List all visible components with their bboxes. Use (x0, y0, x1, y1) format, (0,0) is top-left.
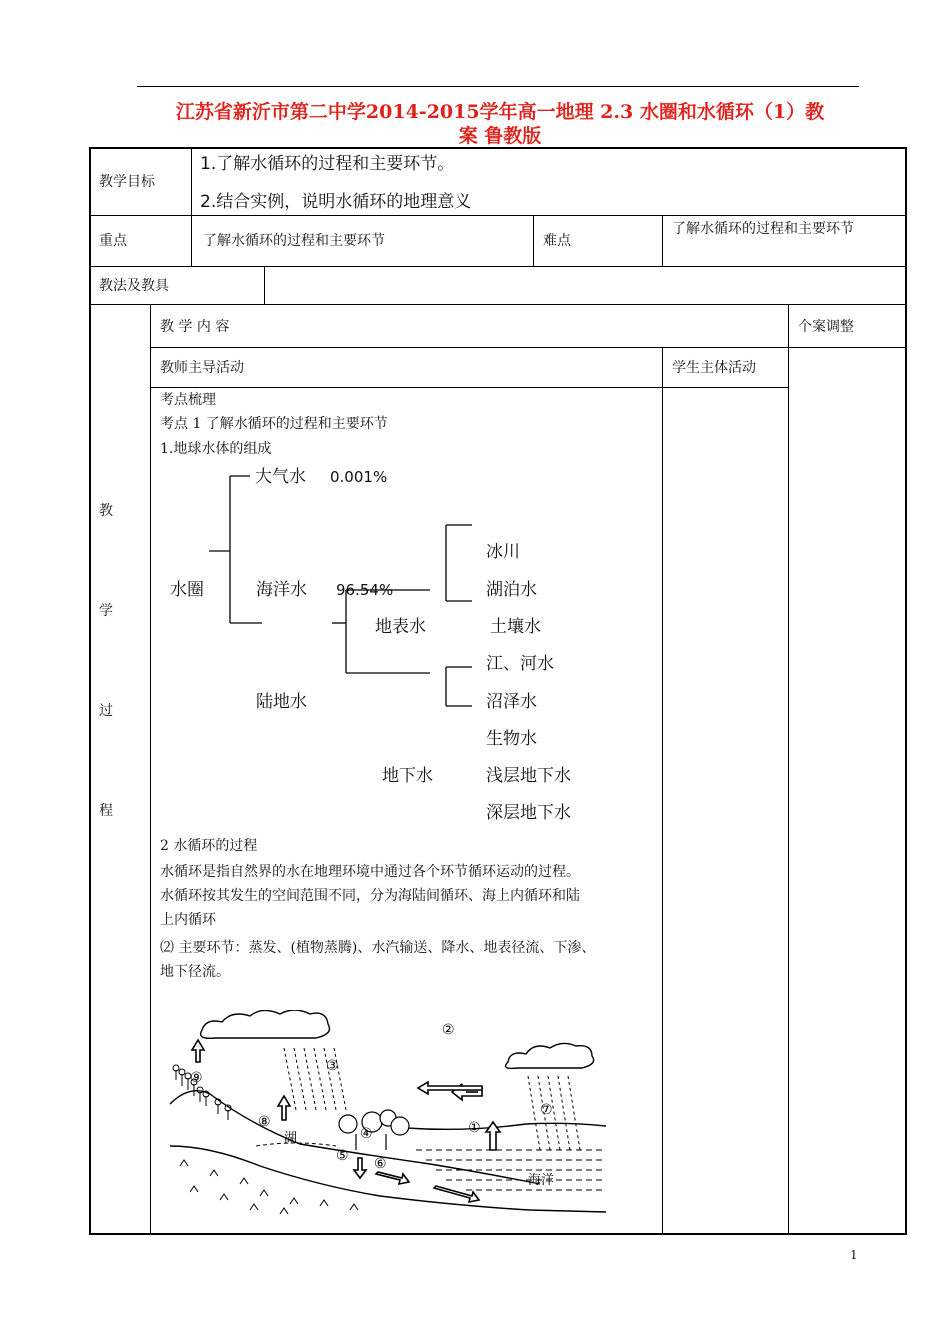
process-label-4: 程 (99, 803, 113, 819)
key-label: 重点 (99, 233, 127, 249)
grass-icon (180, 1160, 358, 1214)
tree-surface: 地表水 (375, 617, 426, 637)
sea-label: 海洋 (528, 1173, 555, 1188)
num-2: ② (442, 1022, 455, 1038)
review-heading: 考点梳理 (160, 392, 216, 408)
hydrosphere-tree-diagram (150, 460, 660, 830)
adjust-header: 个案调整 (798, 319, 854, 335)
water-cycle-diagram (166, 1010, 608, 1220)
tree-shallow: 浅层地下水 (486, 766, 571, 786)
page-number: 1 (850, 1248, 858, 1262)
para-2: 水循环按其发生的空间范围不同，分为海陆间循环、海上内循环和陆 (160, 888, 580, 904)
goal-1: 1.了解水循环的过程和主要环节。 (200, 154, 455, 174)
goals-label: 教学目标 (99, 174, 155, 190)
tree-root: 水圈 (170, 580, 204, 600)
num-9: ⑨ (190, 1070, 203, 1086)
num-4: ④ (360, 1126, 373, 1142)
tree-soil: 土壤水 (490, 617, 541, 637)
tree-icon (339, 1110, 409, 1150)
header-rule (137, 86, 859, 87)
para-4: ⑵ 主要环节：蒸发、(植物蒸腾)、水汽输送、降水、地表径流、下渗、 (160, 940, 596, 956)
tree-deep: 深层地下水 (486, 803, 571, 823)
process-label-3: 过 (99, 703, 113, 719)
hard-label: 难点 (543, 233, 571, 249)
tree-swamp: 沼泽水 (486, 692, 537, 712)
tree-river: 江、河水 (486, 654, 554, 674)
num-7: ⑦ (540, 1102, 553, 1118)
cloud-icon (201, 1010, 330, 1038)
document-title: 江苏省新沂市第二中学2014-2015学年高一地理 2.3 水圈和水循环（1）教 (175, 101, 825, 123)
num-3: ③ (326, 1058, 339, 1074)
student-header: 学生主体活动 (672, 360, 756, 376)
teacher-header: 教师主导活动 (160, 360, 244, 376)
cloud-icon-2 (506, 1043, 594, 1068)
process-label-1: 教 (99, 503, 113, 519)
tree-ground: 地下水 (382, 766, 433, 786)
goal-2: 2.结合实例，说明水循环的地理意义 (200, 192, 472, 212)
tree-glacier: 冰川 (486, 542, 520, 562)
num-8: ⑧ (258, 1114, 271, 1130)
sub-heading-1: 1.地球水体的组成 (160, 441, 272, 457)
sub-heading-2: 2 水循环的过程 (160, 838, 258, 854)
num-6: ⑥ (374, 1156, 387, 1172)
tree-atmos-pct: 0.001% (330, 468, 388, 486)
num-5: ⑤ (336, 1148, 349, 1164)
tree-land: 陆地水 (256, 692, 307, 712)
tree-ocean-pct: 96.54% (336, 581, 394, 599)
tree-lake: 湖泊水 (486, 580, 537, 600)
para-5: 地下径流。 (160, 964, 230, 980)
hard-value: 了解水循环的过程和主要环节 (672, 221, 854, 237)
key-value: 了解水循环的过程和主要环节 (203, 233, 385, 249)
document-title-cont: 案 鲁教版 (458, 125, 542, 147)
para-1: 水循环是指自然界的水在地理环境中通过各个环节循环运动的过程。 (160, 864, 580, 880)
lake-label: 湖 (284, 1131, 298, 1146)
para-3: 上内循环 (160, 912, 216, 928)
num-1: ① (468, 1120, 481, 1136)
point-1-heading: 考点 1 了解水循环的过程和主要环节 (160, 416, 388, 432)
tree-bio: 生物水 (486, 729, 537, 749)
content-header: 教 学 内 容 (160, 319, 230, 335)
tree-atmos: 大气水 (255, 467, 306, 487)
method-label: 教法及教具 (99, 278, 169, 294)
process-label-2: 学 (99, 603, 113, 619)
tree-ocean: 海洋水 (256, 580, 307, 600)
